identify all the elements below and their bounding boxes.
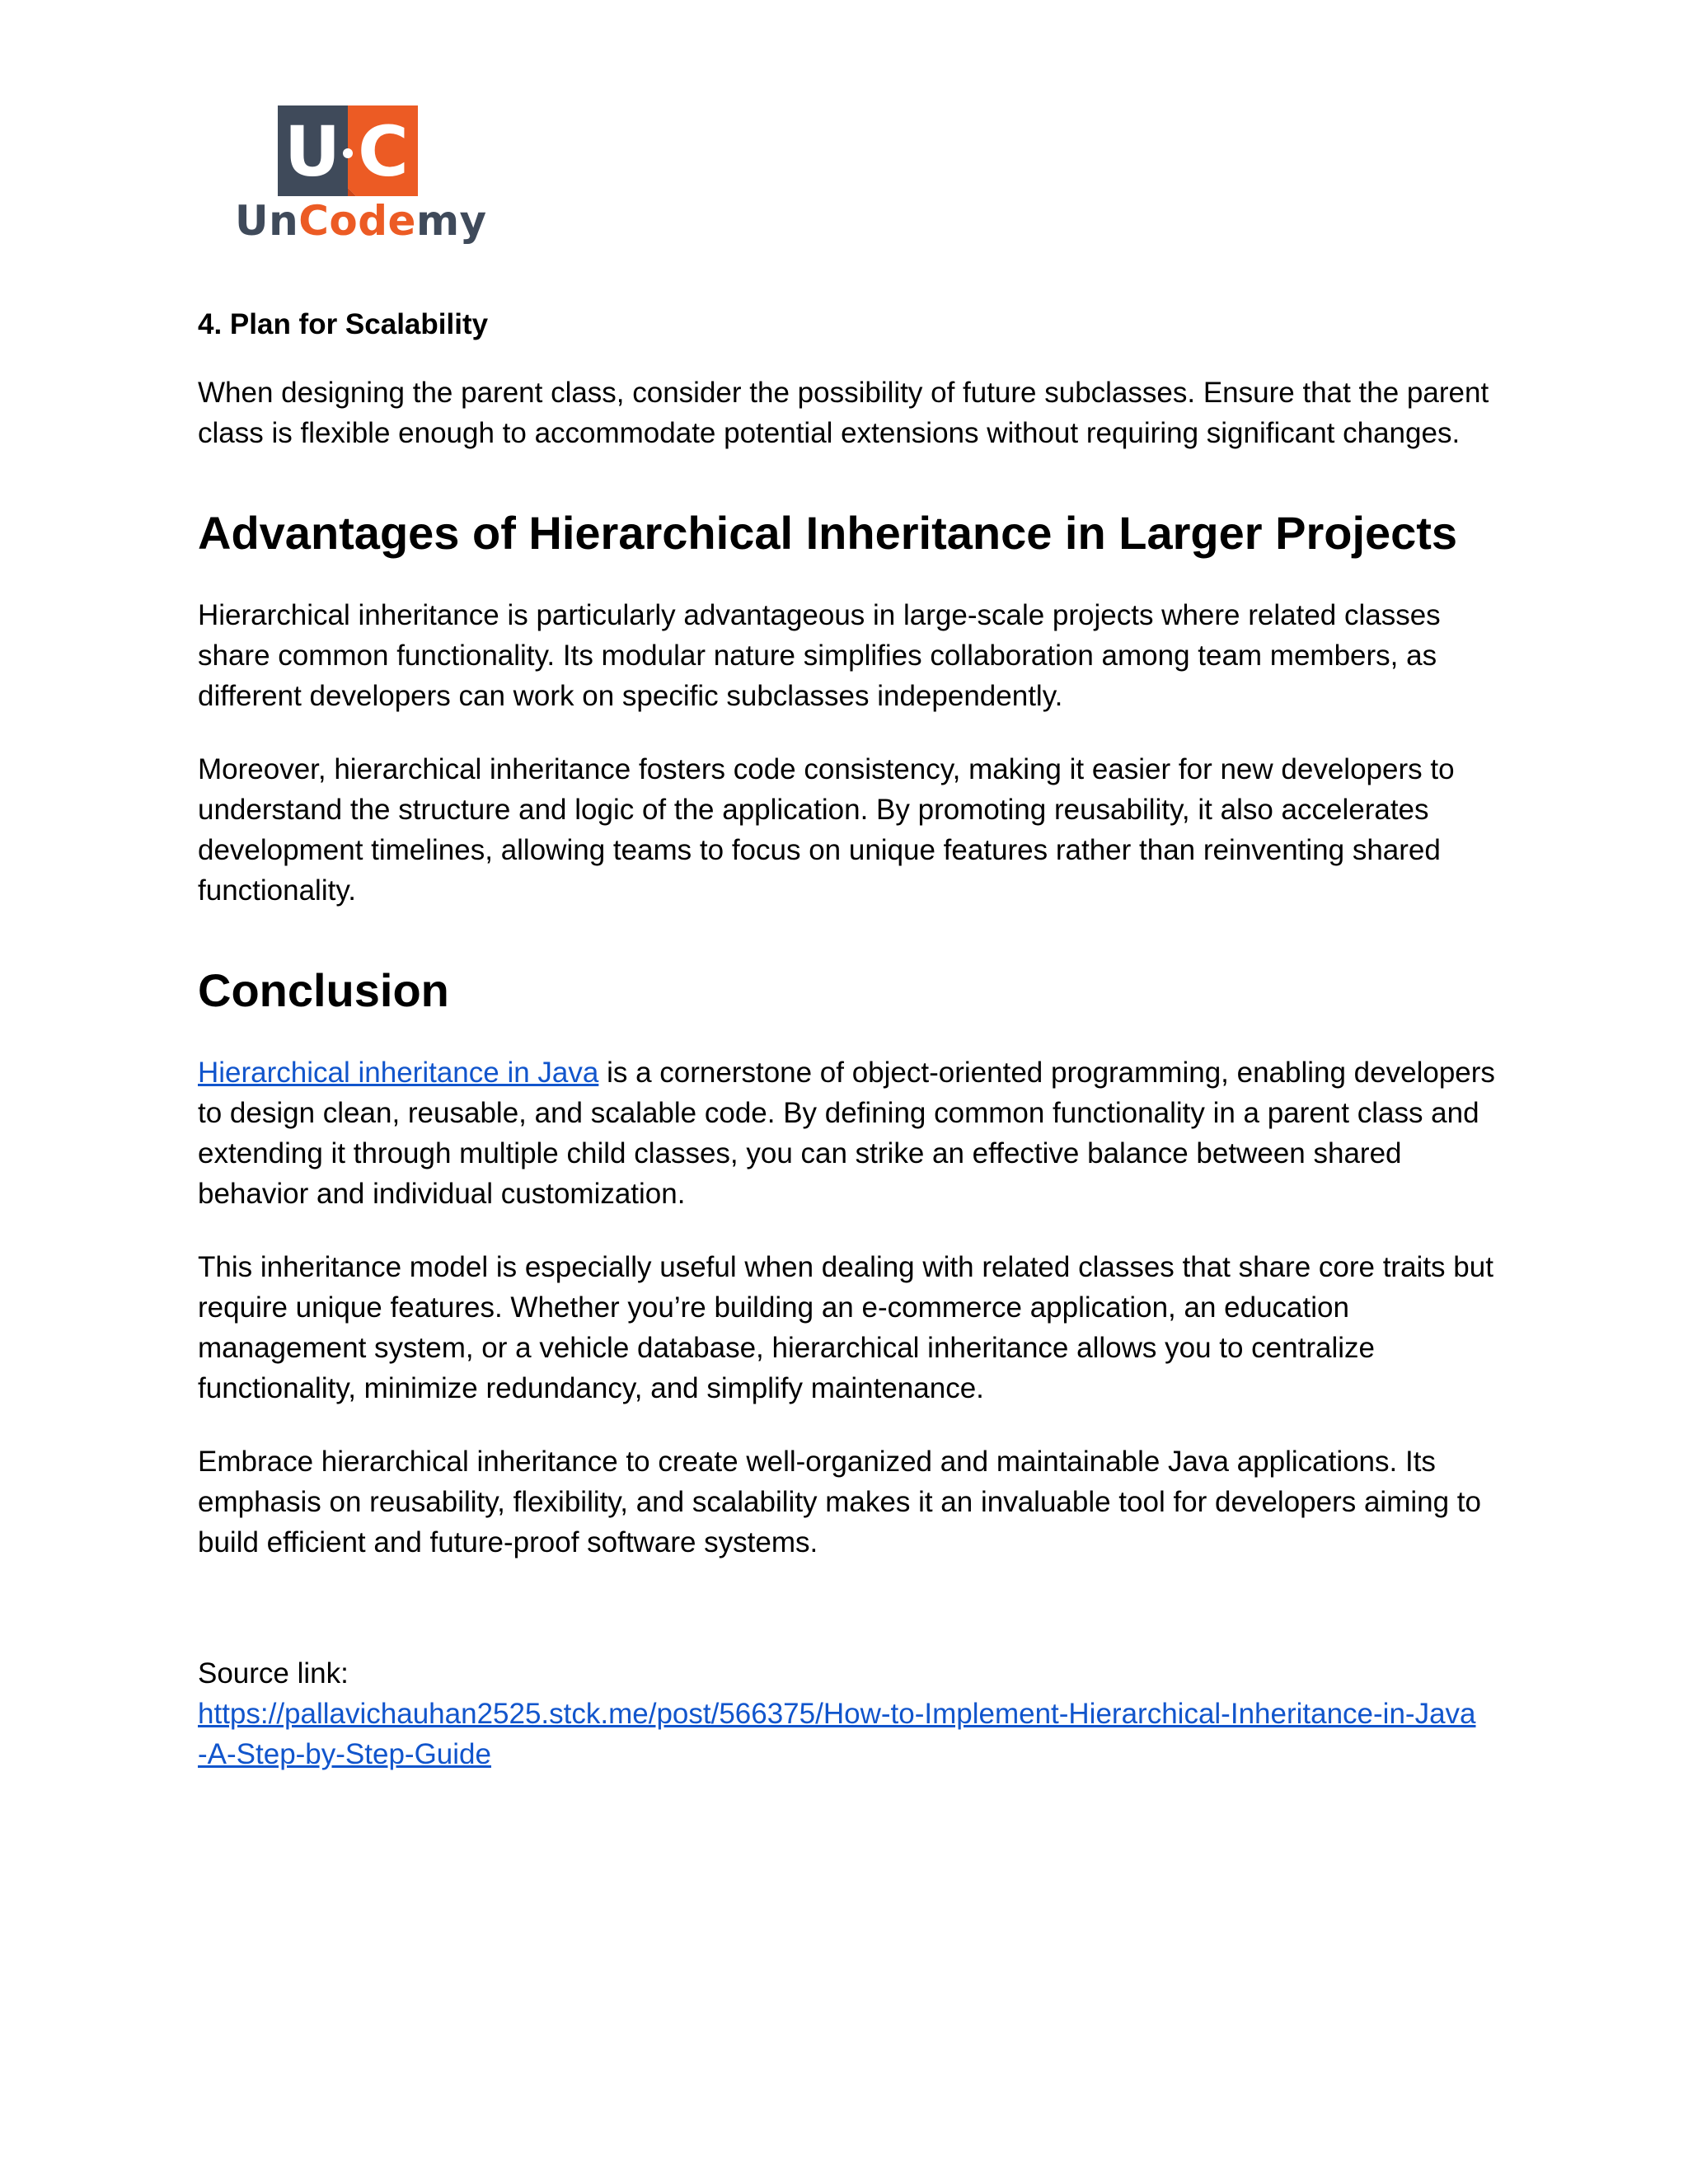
- conclusion-paragraph-3: Embrace hierarchical inheritance to create well-organized and maintainable Java applications. Its emphasis on reusability, flexibility, and scalability makes it an invaluable tool for developers aiming to build efficient and future-proof software systems.: [198, 1446, 1481, 1558]
- logo-wordmark: [235, 197, 487, 245]
- advantages-paragraph-2: Moreover, hierarchical inheritance fosters code consistency, making it easier for new developers to understand the structure and logic of the application. By promoting reusability, it also accelerates development timelines, allowing teams to focus on unique features rather than reinventing shared functionality.: [198, 753, 1455, 907]
- uncodemy-logo: [235, 105, 487, 254]
- hierarchical-inheritance-link[interactable]: Hierarchical inheritance in Java: [198, 1057, 599, 1089]
- advantages-heading: Advantages of Hierarchical Inheritance in Larger Projects: [198, 507, 1458, 559]
- logo-word-part2: Code: [298, 197, 416, 245]
- conclusion-paragraph-1: [198, 1052, 1500, 1214]
- conclusion-heading: Conclusion: [198, 964, 449, 1016]
- conclusion-paragraph-2: This inheritance model is especially useful when dealing with related classes that share core traits but require unique features. Whether you’re building an e-commerce application, an education management system, or a vehicle database, hierarchical inheritance allows you to centralize functionality, minimize redundancy, and simplify maintenance.: [198, 1251, 1493, 1404]
- advantages-paragraph-1: Hierarchical inheritance is particularly advantageous in large-scale projects where related classes share common functionality. Its modular nature simplifies collaboration among team members, as different developers can work on specific subclasses independently.: [198, 599, 1441, 712]
- document-body: [198, 307, 1500, 1774]
- logo-mark-left-letter: U: [284, 111, 341, 192]
- logo-mark-icon: [278, 105, 418, 196]
- source-link[interactable]: https://pallavichauhan2525.stck.me/post/566375/How-to-Implement-Hierarchical-Inheritance-in-Java-A-Step-by-Step-Guide: [198, 1698, 1476, 1770]
- conclusion-paragraph-1-text: is a cornerstone of object-oriented programming, enabling developers to design clean, reusable, and scalable code. By defining common functionality in a parent class and extending it through multiple child classes, you can strike an effective balance between shared behavior and individual customization.: [198, 1057, 1495, 1210]
- source-label: Source link:: [198, 1657, 349, 1690]
- logo-mark-right-letter: C: [358, 111, 409, 192]
- source-block: [198, 1653, 1500, 1774]
- tip-heading: 4. Plan for Scalability: [198, 308, 489, 340]
- logo-word-part3: my: [415, 197, 487, 245]
- tip-paragraph: When designing the parent class, consider the possibility of future subclasses. Ensure that the parent class is flexible enough to accommodate potential extensions without requiring significant changes.: [198, 377, 1489, 449]
- logo-word-part1: Un: [235, 197, 299, 245]
